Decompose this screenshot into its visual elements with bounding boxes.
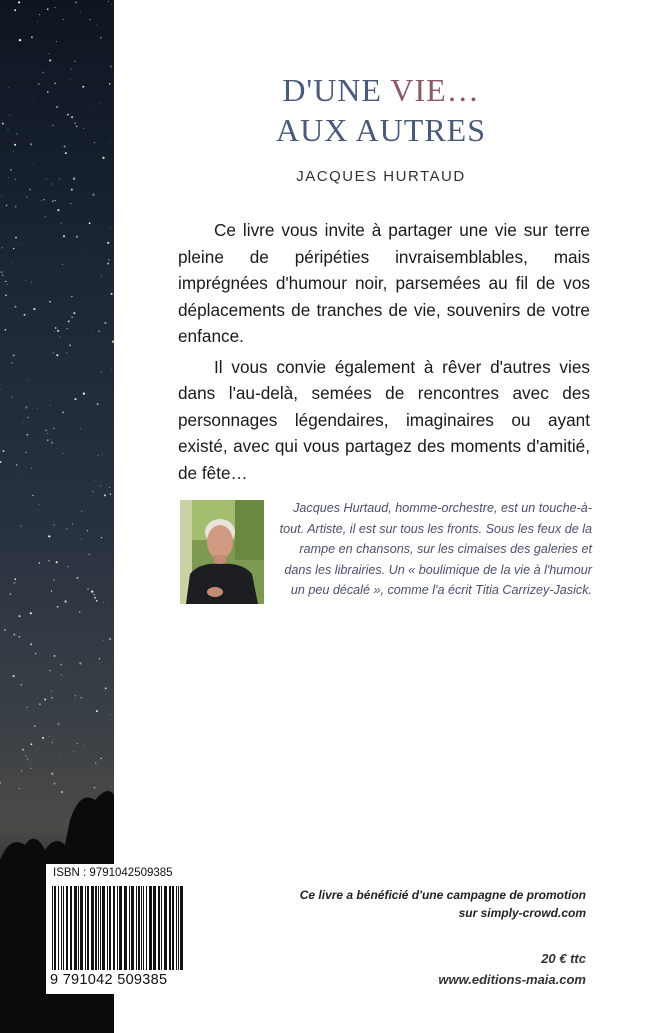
author-name: JACQUES HURTAUD (296, 168, 466, 185)
description-paragraph-1: Ce livre vous invite à partager une vie sur terre pleine de péripéties invraisemblables, mais imprégnées d'humour noir, parsemées au fil de vos déplacements de tranches de vie, souvenirs de votre enfance. (178, 220, 590, 346)
book-title-line2: AUX AUTRES (275, 112, 486, 148)
promo-line-1: Ce livre a bénéficié d'une campagne de promotion (299, 888, 586, 902)
promo-line-2: sur simply-crowd.com (458, 906, 586, 920)
barcode-digits: 9 791042 509385 (50, 972, 168, 988)
book-description (178, 217, 590, 486)
isbn-label: ISBN : 9791042509385 (53, 867, 173, 879)
author-photo (180, 500, 264, 604)
publisher-website: www.editions-maia.com (438, 972, 586, 987)
promo-text (266, 886, 586, 922)
author-bio: Jacques Hurtaud, homme-orchestre, est un touche-à-tout. Artiste, il est sur tous les fronts. Sous les feux de la rampe en chansons, sur les cimaises des galeries et dans les librairies. Un « boulimique de la vie à l'humour un peu décalé », comme l'a écrit Titia Carrizey-Jasick. (279, 501, 592, 597)
book-title-line1: D'UNE VIE… (282, 72, 480, 108)
back-cover (50, 0, 648, 1033)
description-paragraph-2: Il vous convie également à rêver d'autres vies dans l'au-delà, semées de rencontres avec des personnages légendaires, imaginaires ou ayant existé, avec qui vous partagez des moments d'amitié, de fête… (178, 356, 590, 483)
price: 20 € ttc (541, 951, 586, 966)
